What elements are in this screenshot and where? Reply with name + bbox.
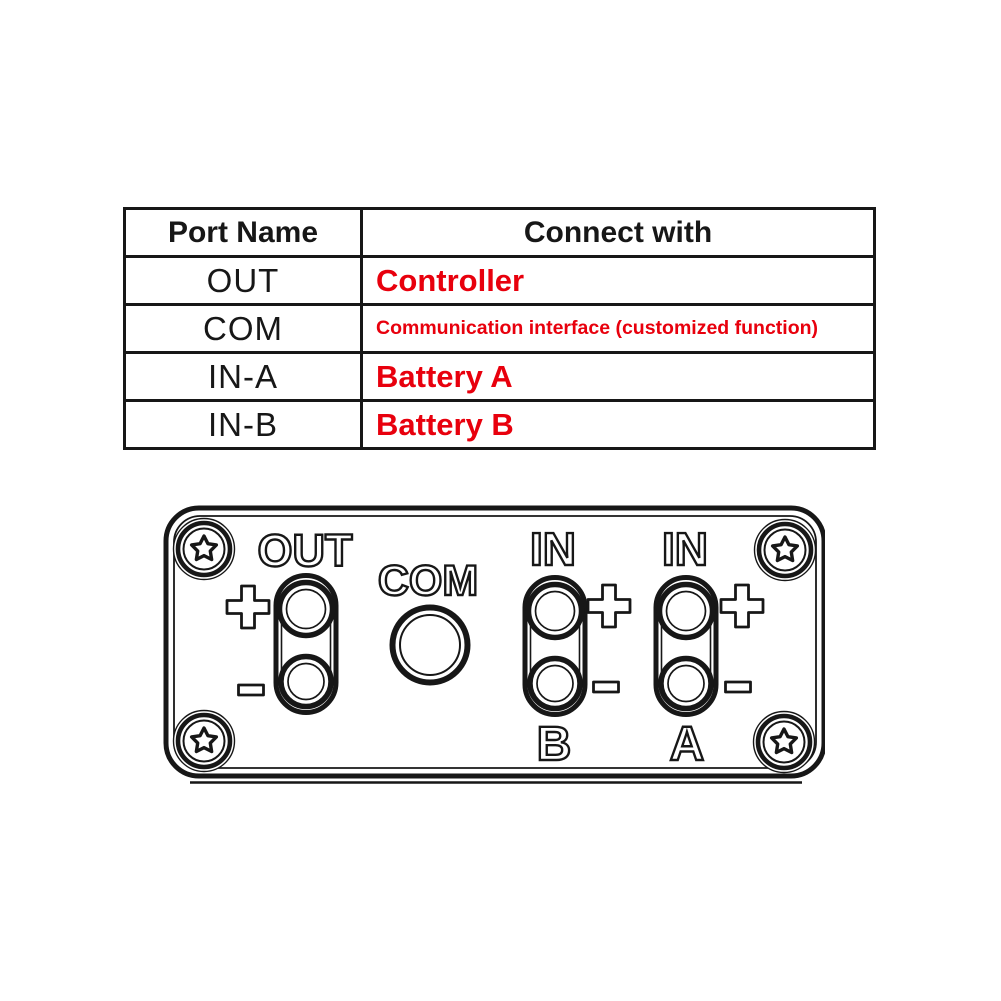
port-cell-in-a <box>126 354 363 399</box>
port-b-sublabel: B <box>536 718 572 771</box>
col-header-port-name <box>126 210 363 255</box>
port-cell-out <box>126 258 363 303</box>
torx-screw-icon <box>754 712 815 773</box>
port-cell-com <box>126 306 363 351</box>
port-label: OUT <box>206 261 280 299</box>
in-a-port-label: IN <box>662 523 708 575</box>
port-label: IN-B <box>208 405 278 443</box>
port-cell-in-b <box>126 402 363 447</box>
out-port-label: OUT <box>257 525 353 576</box>
port-label: COM <box>203 309 283 347</box>
out-port-connector <box>276 576 336 713</box>
in-b-port-connector <box>525 578 585 715</box>
connect-label: Controller <box>376 262 525 298</box>
in-a-port-connector <box>656 578 716 715</box>
connect-label: Battery A <box>376 358 513 394</box>
torx-screw-icon <box>174 519 235 580</box>
connector-panel-diagram <box>163 505 825 797</box>
in-b-port-label: IN <box>530 523 576 575</box>
connect-cell-battery-a <box>363 354 873 399</box>
table-row <box>126 399 873 447</box>
com-port-connector <box>393 608 468 683</box>
port-a-sublabel: A <box>669 718 705 771</box>
col-header-connect-with <box>363 210 873 255</box>
minus-icon <box>726 682 751 692</box>
minus-icon <box>239 685 264 695</box>
com-port-label: COM <box>377 557 479 605</box>
connect-cell-controller <box>363 258 873 303</box>
table-row <box>126 303 873 351</box>
connect-cell-battery-b <box>363 402 873 447</box>
port-label: IN-A <box>208 357 278 395</box>
port-name-header-label: Port Name <box>167 215 319 249</box>
table-header-row <box>126 210 873 255</box>
torx-screw-icon <box>174 711 235 772</box>
minus-icon <box>594 682 619 692</box>
table-row <box>126 255 873 303</box>
connect-label: Battery B <box>376 406 514 442</box>
torx-screw-icon <box>755 520 816 581</box>
connect-cell-communication <box>363 306 873 351</box>
connect-with-header-label: Connect with <box>523 215 713 249</box>
table-row <box>126 351 873 399</box>
port-table <box>123 207 876 450</box>
connect-label: Communication interface (customized function) <box>376 317 819 339</box>
